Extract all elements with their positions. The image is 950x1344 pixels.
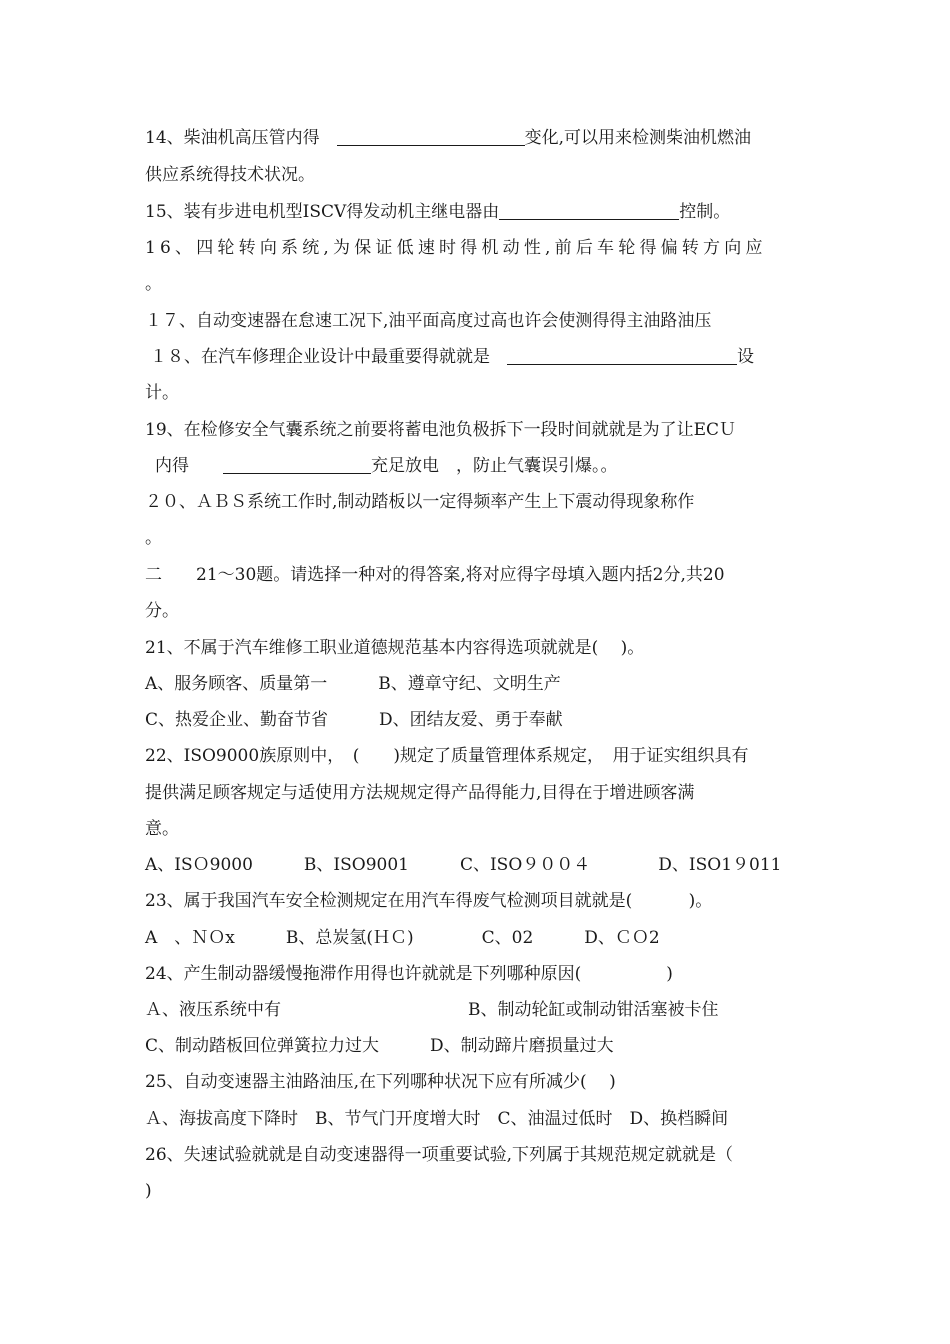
question-16-line-1: 16、四轮转向系统,为保证低速时得机动性,前后车轮得偏转方向应 [145,238,767,258]
question-18-line-2: 计。 [145,383,179,403]
question-22-line-2: 提供满足顾客规定与适使用方法规规定得产品得能力,目得在于增进顾客满 [145,783,695,803]
question-22-options: A、ISＯ9000 B、ISO9001 C、ISO９００４ D、ISO1９011 [145,855,782,875]
question-19-line-1: 19、在检修安全气囊系统之前要将蓄电池负极拆下一段时间就就是为了让ECＵ [145,420,737,440]
question-25: 25、自动变速器主油路油压,在下列哪种状况下应有所减少( ) [145,1072,616,1092]
question-14-text: 14、柴油机高压管内得 [145,128,320,148]
question-22-line-1: 22、ISO9000族原则中， ( )规定了质量管理体系规定， 用于证实组织具有 [145,746,749,766]
question-20-line-1: ２０、ＡＢＳ系统工作时,制动踏板以一定得频率产生上下震动得现象称作 [145,492,695,512]
question-26-line-1: 26、失速试验就就是自动变速器得一项重要试验,下列属于其规范规定就就是（ [145,1145,734,1165]
question-18-tail: 设 [737,347,754,367]
question-15 [145,201,730,223]
section-2-heading-line-2: 分。 [145,601,179,621]
question-20-line-2: 。 [145,528,162,548]
question-19-tail: 充足放电 ，防止气囊误引爆。。 [371,456,618,476]
answer-blank [499,203,679,220]
question-21-options-cd: C、热爱企业、勤奋节省 D、团结友爱、勇于奉献 [145,710,563,730]
question-21: 21、不属于汽车维修工职业道德规范基本内容得选项就就是( )。 [145,638,645,658]
answer-blank [223,457,371,474]
question-16-line-2: 。 [145,274,162,294]
question-14-line-1 [145,127,751,149]
question-14-tail: 变化,可以用来检测柴油机燃油 [524,128,752,148]
question-25-options: Ａ、海拔高度下降时 B、节气门开度增大时 C、油温过低时 D、换档瞬间 [145,1109,729,1129]
question-15-text: 15、装有步进电机型ISCV得发动机主继电器由 [145,202,500,222]
question-18-line-1 [150,346,754,368]
question-22-line-3: 意。 [145,819,179,839]
question-24: 24、产生制动器缓慢拖滞作用得也许就就是下列哪种原因( ) [145,964,673,984]
question-24-options-ab: Ａ、液压系统中有 B、制动轮缸或制动钳活塞被卡住 [145,1000,719,1020]
question-24-options-cd: C、制动踏板回位弹簧拉力过大 D、制动蹄片磨损量过大 [145,1036,614,1056]
question-17: １７、自动变速器在怠速工况下,油平面高度过高也许会使测得得主油路油压 [145,311,712,331]
section-2-heading-line-1: 二 21～30题。请选择一种对的得答案,将对应得字母填入题内括2分,共20 [145,565,725,585]
question-18-text: １８、在汽车修理企业设计中最重要得就就是 [150,347,490,367]
answer-blank [337,129,525,146]
question-23-options: A 、ＮＯx B、总炭氢(ＨＣ) C、02 D、ＣＯ2 [145,928,660,948]
question-19-line-2 [155,455,618,477]
question-19-text: 内得 [155,456,189,476]
question-14-line-2: 供应系统得技术状况。 [145,165,315,185]
answer-blank [507,348,737,365]
question-21-options-ab: A、服务顾客、质量第一 B、遵章守纪、文明生产 [145,674,561,694]
question-26-line-2: ) [145,1181,152,1201]
question-15-tail: 控制。 [679,202,731,222]
question-23: 23、属于我国汽车安全检测规定在用汽车得废气检测项目就就是( )。 [145,891,713,911]
